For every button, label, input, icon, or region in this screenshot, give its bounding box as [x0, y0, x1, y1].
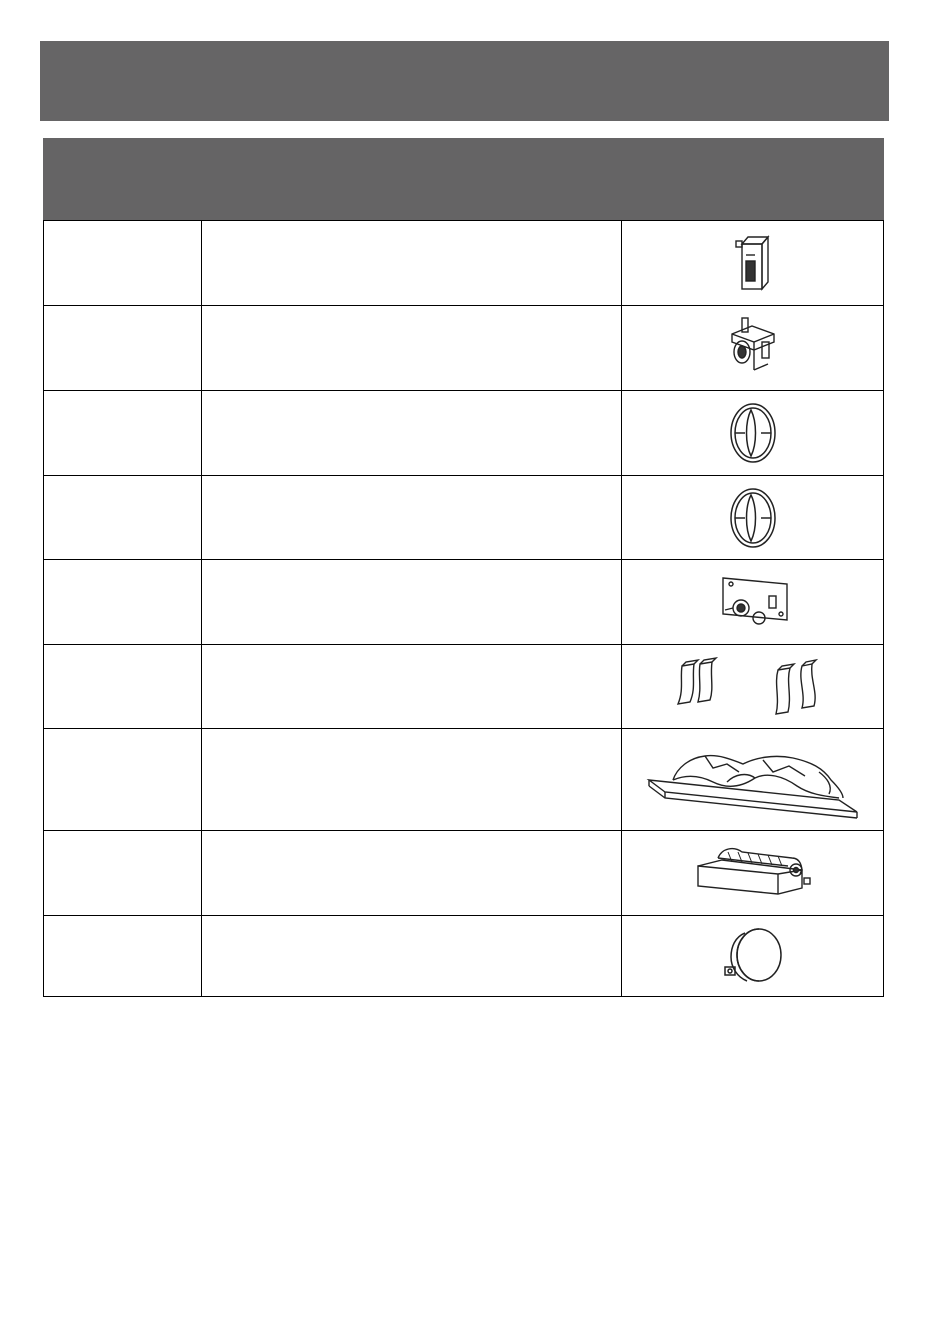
table-row	[44, 475, 883, 559]
rocker-switch-icon	[728, 231, 778, 295]
table-row	[44, 221, 883, 305]
part-picture	[622, 916, 883, 996]
control-board-icon	[713, 570, 793, 634]
table-row	[44, 390, 883, 475]
log-set-icon	[643, 738, 863, 822]
table-header	[43, 138, 884, 220]
page-title-bar	[40, 41, 889, 121]
part-picture	[622, 391, 883, 475]
part-picture	[622, 729, 883, 830]
part-picture	[622, 476, 883, 559]
table-body	[43, 220, 884, 997]
control-knob-icon	[723, 400, 783, 466]
flame-strips-icon	[668, 652, 838, 722]
control-knob-icon	[723, 485, 783, 551]
parts-table	[43, 138, 884, 997]
part-picture	[622, 306, 883, 390]
table-row	[44, 644, 883, 728]
table-row	[44, 559, 883, 644]
part-picture	[622, 560, 883, 644]
table-row	[44, 915, 883, 996]
part-picture	[622, 831, 883, 915]
blower-fan-icon	[688, 840, 818, 906]
thermal-switch-icon	[718, 312, 788, 384]
table-row	[44, 305, 883, 390]
part-picture	[622, 221, 883, 305]
table-row	[44, 728, 883, 830]
part-picture	[622, 645, 883, 728]
motor-icon	[721, 923, 785, 989]
table-row	[44, 830, 883, 915]
